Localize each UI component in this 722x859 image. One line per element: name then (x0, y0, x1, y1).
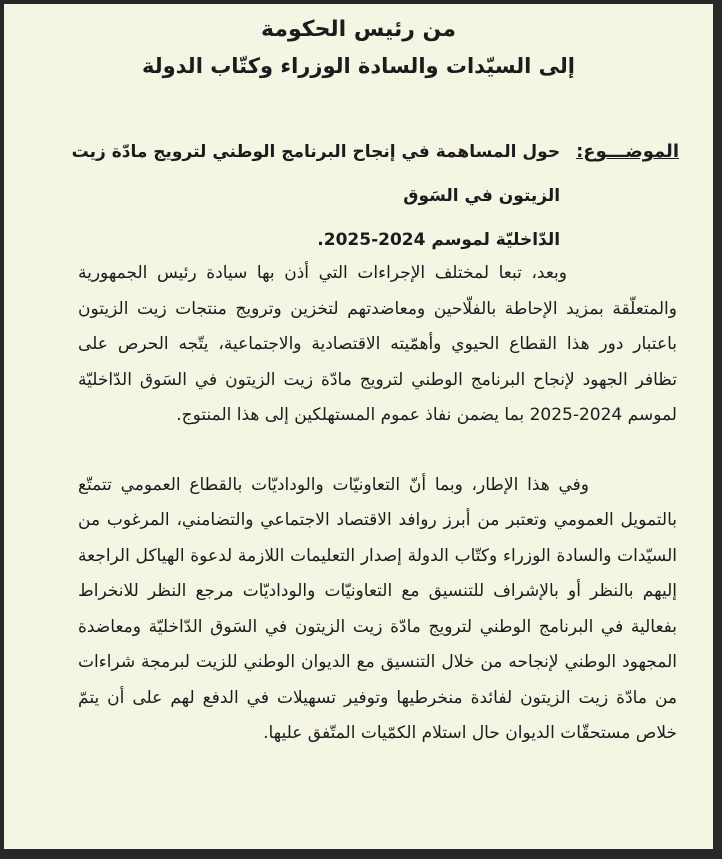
subject-block (44, 130, 679, 262)
subject-label: الموضـــوع: (576, 141, 679, 162)
body-paragraph-2: وفي هذا الإطار، وبما أنّ التعاونيّات والوداديّات بالقطاع العمومي تتمتّع بالتمويل العمومي وتعتبر من أبرز روافد الاقتصاد الاجتماعي والتضامني، المرغوب من السيّدات والسادة الوزراء وكتّاب الدولة إصدار التعليمات اللازمة لدعوة الهياكل الراجعة إليهم بالنظر أو بالإشراف للتنسيق مع التعاونيّات والوداديّات مرجع النظر للانخراط بفعالية في البرنامج الوطني لترويج مادّة زيت الزيتون في السَوق الدّاخليّة ومعاضدة المجهود الوطني لإنجاحه من خلال التنسيق مع الديوان الوطني للزيت لبرمجة شراءات من مادّة زيت الزيتون لفائدة منخرطيها وتوفير تسهيلات في الدفع لهم على أن يتمّ خلاص مستحقّات الديوان حال استلام الكمّيات المتّفق عليها. (78, 474, 677, 743)
letterhead (4, 11, 713, 85)
letterhead-from-line: من رئيس الحكومة (261, 17, 456, 42)
subject-text-line-2: الدّاخليّة لموسم 2024-2025. (317, 230, 561, 250)
document-page (4, 4, 713, 849)
subject-text (44, 130, 560, 262)
subject-text-line-1: حول المساهمة في إنجاح البرنامج الوطني لترويج مادّة زيت الزيتون في السَوق (71, 142, 561, 206)
body-paragraph-1: وبعد، تبعا لمختلف الإجراءات التي أذن بها سيادة رئيس الجمهورية والمتعلّقة بمزيد الإحاطة بالفلّاحين ومعاضدتهم لتخزين وترويج منتجات زيت الزيتون باعتبار دور هذا القطاع الحيوي وأهمّيته الاقتصادية والاجتماعية، يتّجه الحرص على تظافر الجهود لإنجاح البرنامج الوطني لترويج مادّة زيت الزيتون في السَوق الدّاخليّة لموسم 2024-2025 بما يضمن نفاذ عموم المستهلكين إلى هذا المنتوج. (78, 263, 677, 425)
letterhead-to-line: إلى السيّدات والسادة الوزراء وكتّاب الدولة (142, 54, 575, 78)
letter-body (78, 256, 677, 786)
